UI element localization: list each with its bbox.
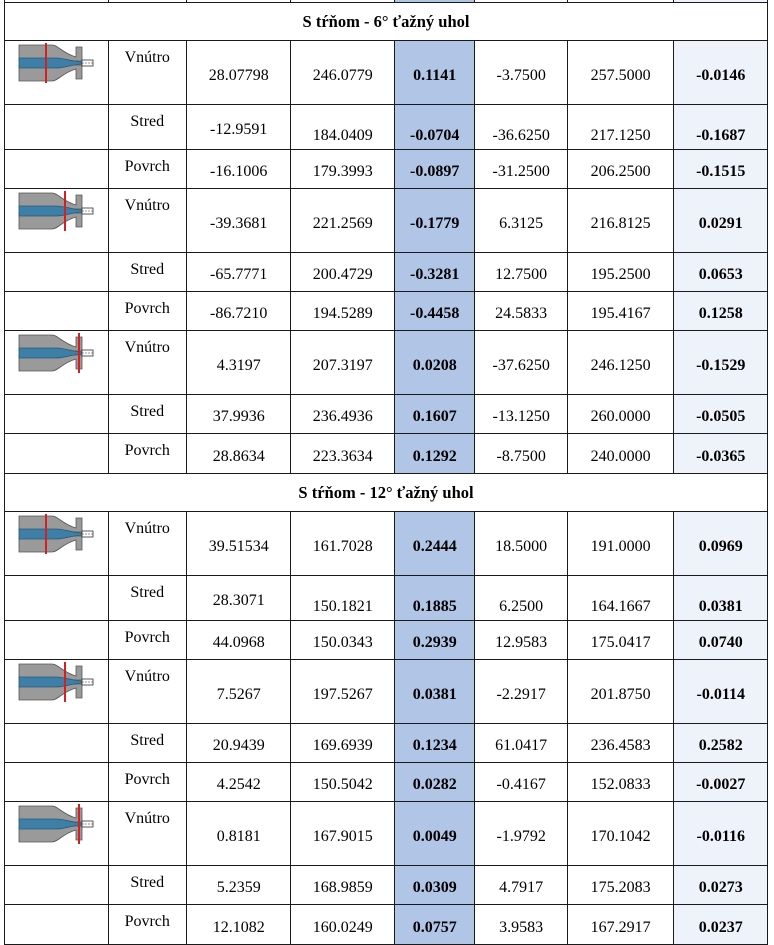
value-cell: 0.0208 bbox=[395, 331, 475, 395]
results-table-body bbox=[5, 0, 768, 945]
row-label: Stred bbox=[108, 724, 186, 763]
row-label: Vnútro bbox=[108, 189, 186, 253]
row-label: Vnútro bbox=[108, 41, 186, 105]
value-cell: -37.6250 bbox=[475, 331, 567, 395]
table-row bbox=[5, 763, 768, 802]
value-cell: 152.0833 bbox=[567, 763, 674, 802]
value-cell: 217.1250 bbox=[567, 105, 674, 150]
table-row bbox=[5, 724, 768, 763]
value-cell: 0.0740 bbox=[674, 621, 768, 660]
value-cell: -31.2500 bbox=[475, 150, 567, 189]
value-cell: 221.2569 bbox=[291, 189, 395, 253]
results-table bbox=[4, 0, 768, 945]
value-cell: 0.0273 bbox=[674, 866, 768, 905]
value-cell: 5.2359 bbox=[186, 866, 291, 905]
value-cell: 0.1234 bbox=[395, 724, 475, 763]
value-cell: 12.7500 bbox=[475, 253, 567, 292]
value-cell: -1.9792 bbox=[475, 802, 567, 866]
value-cell: 0.0969 bbox=[674, 512, 768, 576]
value-cell: 257.5000 bbox=[567, 41, 674, 105]
table-row bbox=[5, 41, 768, 105]
row-label: Vnútro bbox=[108, 802, 186, 866]
value-cell: -0.1515 bbox=[674, 150, 768, 189]
value-cell: -0.0114 bbox=[674, 660, 768, 724]
value-cell: -0.0146 bbox=[674, 41, 768, 105]
value-cell: 4.7917 bbox=[475, 866, 567, 905]
row-label: Stred bbox=[108, 105, 186, 150]
value-cell: -39.3681 bbox=[186, 189, 291, 253]
value-cell: 0.8181 bbox=[186, 802, 291, 866]
value-cell: 0.1885 bbox=[395, 576, 475, 621]
value-cell: 4.3197 bbox=[186, 331, 291, 395]
row-label: Povrch bbox=[108, 292, 186, 331]
value-cell: 0.0653 bbox=[674, 253, 768, 292]
value-cell: 216.8125 bbox=[567, 189, 674, 253]
value-cell: -2.2917 bbox=[475, 660, 567, 724]
value-cell: 0.0237 bbox=[674, 905, 768, 945]
section-title: S tŕňom - 6° ťažný uhol bbox=[5, 3, 768, 41]
table-row bbox=[5, 189, 768, 253]
value-cell: 207.3197 bbox=[291, 331, 395, 395]
row-label: Povrch bbox=[108, 621, 186, 660]
table-row bbox=[5, 802, 768, 866]
value-cell: 206.2500 bbox=[567, 150, 674, 189]
value-cell: -36.6250 bbox=[475, 105, 567, 150]
value-cell: 195.4167 bbox=[567, 292, 674, 331]
row-label: Vnútro bbox=[108, 512, 186, 576]
table-row bbox=[5, 621, 768, 660]
value-cell: 0.0309 bbox=[395, 866, 475, 905]
value-cell: -0.0027 bbox=[674, 763, 768, 802]
table-row bbox=[5, 576, 768, 621]
value-cell: 200.4729 bbox=[291, 253, 395, 292]
value-cell: 0.2582 bbox=[674, 724, 768, 763]
value-cell: 169.6939 bbox=[291, 724, 395, 763]
die-marker-exit-icon bbox=[5, 802, 109, 866]
icon-cell-empty bbox=[5, 395, 109, 434]
value-cell: 179.3993 bbox=[291, 150, 395, 189]
value-cell: 195.2500 bbox=[567, 253, 674, 292]
value-cell: 246.1250 bbox=[567, 331, 674, 395]
value-cell: -65.7771 bbox=[186, 253, 291, 292]
section-title: S tŕňom - 12° ťažný uhol bbox=[5, 474, 768, 512]
value-cell: 0.0381 bbox=[395, 660, 475, 724]
row-label: Vnútro bbox=[108, 331, 186, 395]
value-cell: 0.1607 bbox=[395, 395, 475, 434]
value-cell: 0.2939 bbox=[395, 621, 475, 660]
value-cell: 236.4936 bbox=[291, 395, 395, 434]
value-cell: 175.0417 bbox=[567, 621, 674, 660]
table-row bbox=[5, 866, 768, 905]
value-cell: 161.7028 bbox=[291, 512, 395, 576]
value-cell: -0.0897 bbox=[395, 150, 475, 189]
value-cell: 175.2083 bbox=[567, 866, 674, 905]
table-row bbox=[5, 905, 768, 945]
value-cell: 37.9936 bbox=[186, 395, 291, 434]
value-cell: 167.2917 bbox=[567, 905, 674, 945]
section-header-row bbox=[5, 3, 768, 41]
table-row bbox=[5, 253, 768, 292]
table-row bbox=[5, 395, 768, 434]
value-cell: 0.2444 bbox=[395, 512, 475, 576]
value-cell: 3.9583 bbox=[475, 905, 567, 945]
value-cell: 150.1821 bbox=[291, 576, 395, 621]
icon-cell-empty bbox=[5, 253, 109, 292]
value-cell: -0.1687 bbox=[674, 105, 768, 150]
value-cell: -3.7500 bbox=[475, 41, 567, 105]
value-cell: 236.4583 bbox=[567, 724, 674, 763]
table-row bbox=[5, 331, 768, 395]
value-cell: 6.3125 bbox=[475, 189, 567, 253]
value-cell: 223.3634 bbox=[291, 434, 395, 474]
value-cell: -0.0704 bbox=[395, 105, 475, 150]
value-cell: 0.1292 bbox=[395, 434, 475, 474]
value-cell: -0.1779 bbox=[395, 189, 475, 253]
value-cell: -8.7500 bbox=[475, 434, 567, 474]
row-label: Stred bbox=[108, 395, 186, 434]
value-cell: 0.1258 bbox=[674, 292, 768, 331]
value-cell: -0.0365 bbox=[674, 434, 768, 474]
value-cell: 61.0417 bbox=[475, 724, 567, 763]
icon-cell-empty bbox=[5, 621, 109, 660]
value-cell: 28.3071 bbox=[186, 576, 291, 621]
icon-cell-empty bbox=[5, 763, 109, 802]
value-cell: 18.5000 bbox=[475, 512, 567, 576]
value-cell: -0.0505 bbox=[674, 395, 768, 434]
value-cell: 197.5267 bbox=[291, 660, 395, 724]
value-cell: 20.9439 bbox=[186, 724, 291, 763]
row-label: Stred bbox=[108, 576, 186, 621]
table-row bbox=[5, 292, 768, 331]
icon-cell-empty bbox=[5, 292, 109, 331]
value-cell: 240.0000 bbox=[567, 434, 674, 474]
value-cell: -0.0116 bbox=[674, 802, 768, 866]
table-row bbox=[5, 150, 768, 189]
value-cell: -13.1250 bbox=[475, 395, 567, 434]
icon-cell-empty bbox=[5, 866, 109, 905]
table-row bbox=[5, 660, 768, 724]
value-cell: 12.9583 bbox=[475, 621, 567, 660]
row-label: Vnútro bbox=[108, 660, 186, 724]
die-marker-middle-icon bbox=[5, 660, 109, 724]
value-cell: 0.0757 bbox=[395, 905, 475, 945]
value-cell: 0.0381 bbox=[674, 576, 768, 621]
value-cell: 44.0968 bbox=[186, 621, 291, 660]
row-label: Povrch bbox=[108, 434, 186, 474]
row-label: Povrch bbox=[108, 905, 186, 945]
value-cell: 191.0000 bbox=[567, 512, 674, 576]
value-cell: 150.0343 bbox=[291, 621, 395, 660]
value-cell: 160.0249 bbox=[291, 905, 395, 945]
die-marker-entry-icon bbox=[5, 512, 109, 576]
value-cell: 12.1082 bbox=[186, 905, 291, 945]
row-label: Povrch bbox=[108, 763, 186, 802]
value-cell: 0.1141 bbox=[395, 41, 475, 105]
value-cell: 170.1042 bbox=[567, 802, 674, 866]
die-marker-exit-icon bbox=[5, 331, 109, 395]
icon-cell-empty bbox=[5, 905, 109, 945]
value-cell: 39.51534 bbox=[186, 512, 291, 576]
value-cell: -0.4458 bbox=[395, 292, 475, 331]
row-label: Stred bbox=[108, 253, 186, 292]
value-cell: -0.4167 bbox=[475, 763, 567, 802]
value-cell: 6.2500 bbox=[475, 576, 567, 621]
table-row bbox=[5, 434, 768, 474]
value-cell: 184.0409 bbox=[291, 105, 395, 150]
value-cell: 24.5833 bbox=[475, 292, 567, 331]
icon-cell-empty bbox=[5, 576, 109, 621]
value-cell: 168.9859 bbox=[291, 866, 395, 905]
value-cell: 194.5289 bbox=[291, 292, 395, 331]
value-cell: 246.0779 bbox=[291, 41, 395, 105]
value-cell: 167.9015 bbox=[291, 802, 395, 866]
value-cell: 0.0049 bbox=[395, 802, 475, 866]
value-cell: -86.7210 bbox=[186, 292, 291, 331]
value-cell: 150.5042 bbox=[291, 763, 395, 802]
value-cell: -12.9591 bbox=[186, 105, 291, 150]
value-cell: 201.8750 bbox=[567, 660, 674, 724]
value-cell: 0.0291 bbox=[674, 189, 768, 253]
value-cell: 164.1667 bbox=[567, 576, 674, 621]
icon-cell-empty bbox=[5, 434, 109, 474]
value-cell: 28.07798 bbox=[186, 41, 291, 105]
die-marker-middle-icon bbox=[5, 189, 109, 253]
value-cell: -0.1529 bbox=[674, 331, 768, 395]
die-marker-entry-icon bbox=[5, 41, 109, 105]
icon-cell-empty bbox=[5, 150, 109, 189]
value-cell: -0.3281 bbox=[395, 253, 475, 292]
row-label: Povrch bbox=[108, 150, 186, 189]
value-cell: 0.0282 bbox=[395, 763, 475, 802]
value-cell: -16.1006 bbox=[186, 150, 291, 189]
value-cell: 28.8634 bbox=[186, 434, 291, 474]
row-label: Stred bbox=[108, 866, 186, 905]
section-header-row bbox=[5, 474, 768, 512]
value-cell: 4.2542 bbox=[186, 763, 291, 802]
table-row bbox=[5, 105, 768, 150]
value-cell: 7.5267 bbox=[186, 660, 291, 724]
value-cell: 260.0000 bbox=[567, 395, 674, 434]
icon-cell-empty bbox=[5, 724, 109, 763]
icon-cell-empty bbox=[5, 105, 109, 150]
table-row bbox=[5, 512, 768, 576]
